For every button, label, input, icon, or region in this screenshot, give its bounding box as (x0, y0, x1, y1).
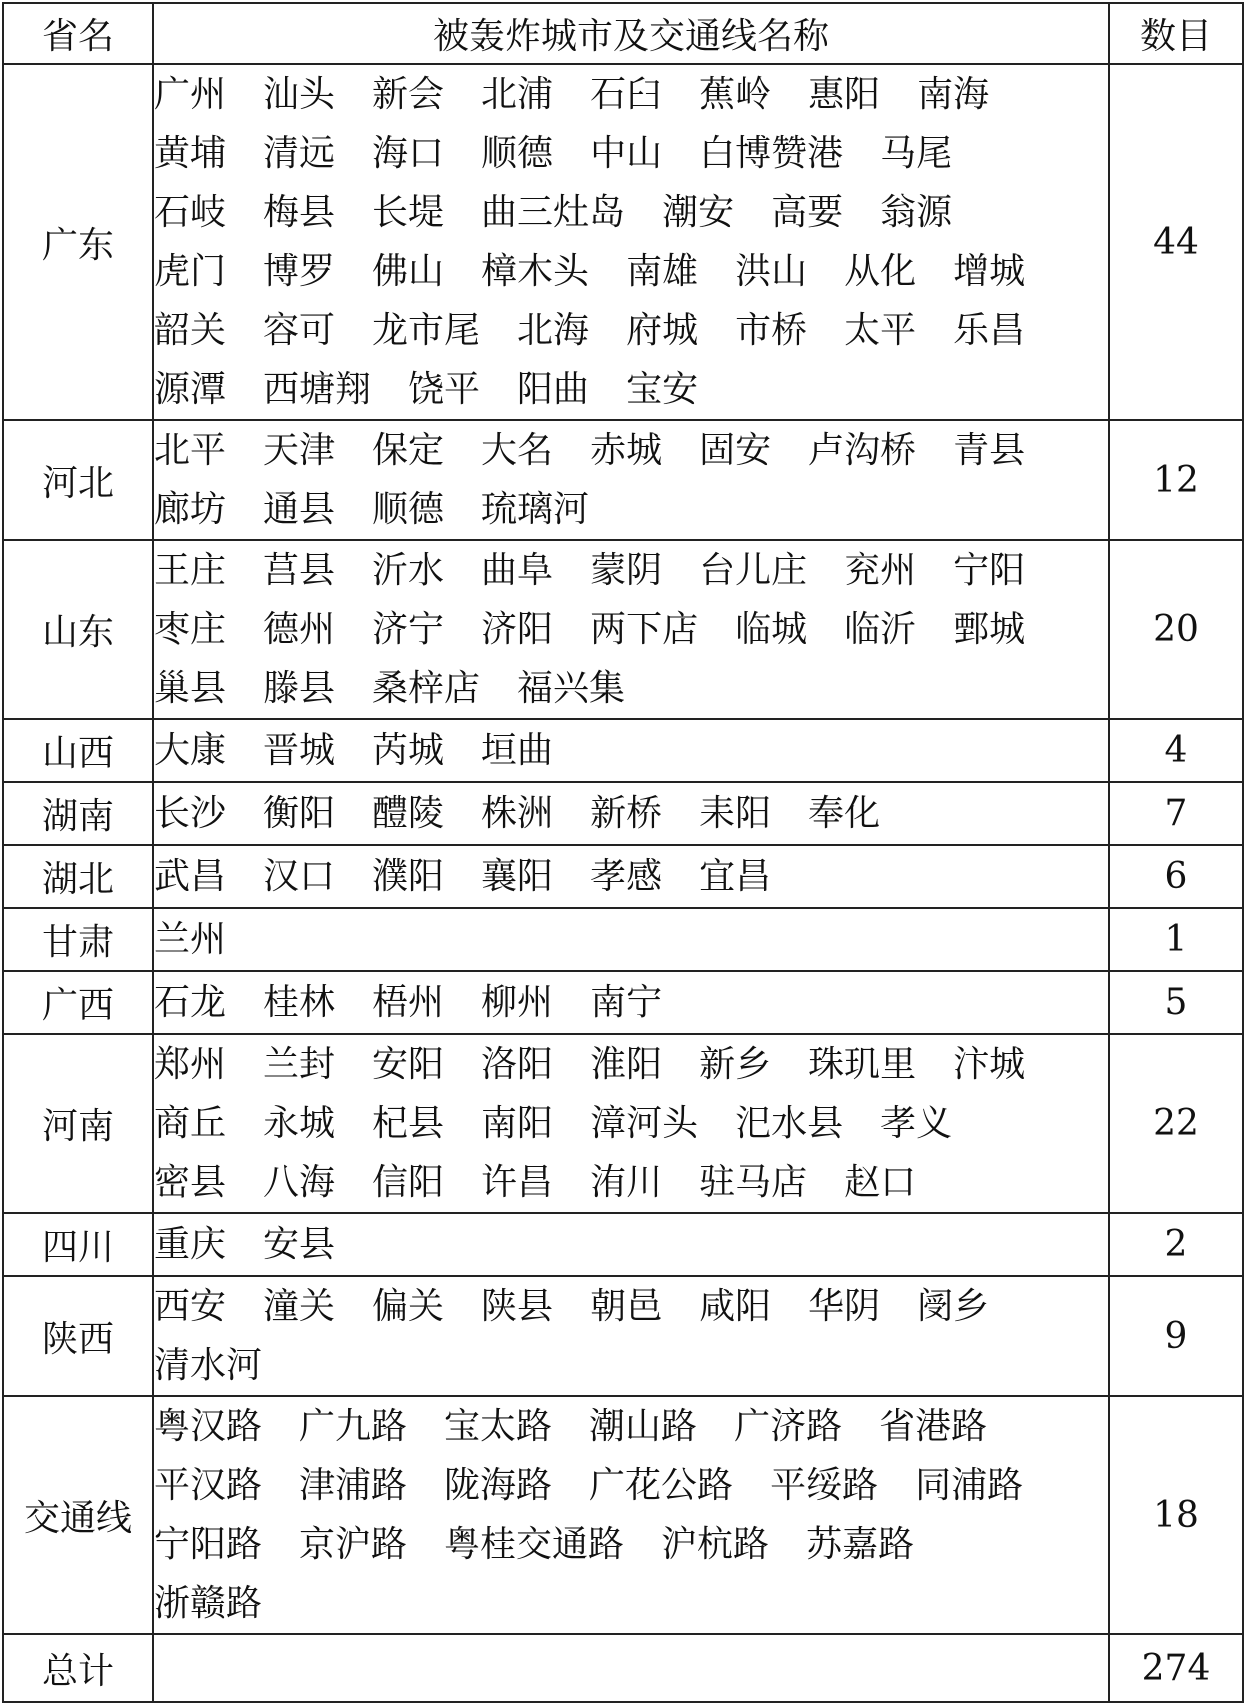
place-name: 翁源 (880, 192, 953, 233)
place-name: 曲三灶岛 (481, 192, 626, 233)
place-name: 宜昌 (699, 856, 772, 897)
place-name: 垣曲 (481, 730, 554, 771)
province-cell: 四川 (3, 1213, 153, 1276)
place-name: 商丘 (154, 1103, 227, 1144)
place-name: 新桥 (590, 793, 663, 834)
place-name: 鄄城 (953, 609, 1026, 650)
table-row (3, 908, 1243, 971)
names-line (154, 659, 1108, 718)
place-name: 济阳 (481, 609, 554, 650)
province-cell: 广东 (3, 64, 153, 420)
place-name: 宁阳 (953, 550, 1026, 591)
place-name: 容可 (263, 310, 336, 351)
place-name: 中山 (590, 133, 663, 174)
place-name: 西塘翔 (263, 369, 372, 410)
place-name: 陇海路 (444, 1465, 553, 1506)
place-name: 珠玑里 (808, 1044, 917, 1085)
names-line (154, 721, 1108, 780)
table-row (3, 971, 1243, 1034)
table-row (3, 64, 1243, 420)
place-name: 咸阳 (699, 1286, 772, 1327)
table-row (3, 719, 1243, 782)
names-line (154, 1094, 1108, 1153)
place-name: 兖州 (844, 550, 917, 591)
count-cell: 2 (1109, 1213, 1243, 1276)
names-cell (153, 845, 1109, 908)
place-name: 濮阳 (372, 856, 445, 897)
place-name: 平汉路 (154, 1465, 263, 1506)
place-name: 惠阳 (808, 74, 881, 115)
names-line (154, 1153, 1108, 1212)
names-line (154, 360, 1108, 419)
place-name: 饶平 (408, 369, 481, 410)
table-row (3, 1396, 1243, 1634)
place-name: 德州 (263, 609, 336, 650)
place-name: 安县 (263, 1224, 336, 1265)
names-cell (153, 540, 1109, 719)
place-name: 市桥 (735, 310, 808, 351)
place-name: 衡阳 (263, 793, 336, 834)
names-cell (153, 782, 1109, 845)
place-name: 汜水县 (735, 1103, 844, 1144)
bombing-table (2, 2, 1244, 1703)
place-name: 蒙阴 (590, 550, 663, 591)
place-name: 高要 (771, 192, 844, 233)
total-label: 总计 (3, 1634, 153, 1702)
names-line (154, 600, 1108, 659)
place-name: 八海 (263, 1162, 336, 1203)
place-name: 黄埔 (154, 133, 227, 174)
place-name: 津浦路 (299, 1465, 408, 1506)
place-name: 北浦 (481, 74, 554, 115)
place-name: 莒县 (263, 550, 336, 591)
place-name: 太平 (844, 310, 917, 351)
place-name: 孝义 (880, 1103, 953, 1144)
place-name: 桂林 (263, 982, 336, 1023)
place-name: 杞县 (372, 1103, 445, 1144)
place-name: 朝邑 (590, 1286, 663, 1327)
header-names: 被轰炸城市及交通线名称 (153, 3, 1109, 64)
place-name: 信阳 (372, 1162, 445, 1203)
province-cell: 陕西 (3, 1276, 153, 1396)
place-name: 北海 (517, 310, 590, 351)
place-name: 石臼 (590, 74, 663, 115)
names-cell (153, 971, 1109, 1034)
place-name: 华阴 (808, 1286, 881, 1327)
place-name: 大名 (481, 430, 554, 471)
table-row (3, 845, 1243, 908)
place-name: 赵口 (844, 1162, 917, 1203)
count-cell: 6 (1109, 845, 1243, 908)
names-line (154, 1456, 1108, 1515)
place-name: 曲阜 (481, 550, 554, 591)
place-name: 洧川 (590, 1162, 663, 1203)
table-row (3, 1034, 1243, 1213)
names-cell (153, 64, 1109, 420)
place-name: 奉化 (808, 793, 881, 834)
place-name: 天津 (263, 430, 336, 471)
place-name: 乐昌 (953, 310, 1026, 351)
place-name: 密县 (154, 1162, 227, 1203)
place-name: 廊坊 (154, 489, 227, 530)
place-name: 海口 (372, 133, 445, 174)
names-line (154, 421, 1108, 480)
place-name: 大康 (154, 730, 227, 771)
place-name: 潮山路 (589, 1406, 698, 1447)
count-cell: 4 (1109, 719, 1243, 782)
place-name: 宝安 (626, 369, 699, 410)
place-name: 广花公路 (589, 1465, 734, 1506)
place-name: 柳州 (481, 982, 554, 1023)
place-name: 洪山 (735, 251, 808, 292)
names-cell (153, 908, 1109, 971)
province-cell: 山东 (3, 540, 153, 719)
place-name: 济宁 (372, 609, 445, 650)
place-name: 王庄 (154, 550, 227, 591)
place-name: 石岐 (154, 192, 227, 233)
place-name: 宁阳路 (154, 1524, 263, 1565)
names-line (154, 1574, 1108, 1633)
place-name: 临沂 (844, 609, 917, 650)
names-line (154, 1336, 1108, 1395)
place-name: 顺德 (481, 133, 554, 174)
place-name: 樟木头 (481, 251, 590, 292)
place-name: 株洲 (481, 793, 554, 834)
place-name: 长沙 (154, 793, 227, 834)
names-cell (153, 1213, 1109, 1276)
place-name: 永城 (263, 1103, 336, 1144)
place-name: 西安 (154, 1286, 227, 1327)
count-cell: 1 (1109, 908, 1243, 971)
place-name: 卢沟桥 (808, 430, 917, 471)
place-name: 琉璃河 (481, 489, 590, 530)
count-cell: 22 (1109, 1034, 1243, 1213)
place-name: 浙赣路 (154, 1583, 263, 1624)
place-name: 新会 (372, 74, 445, 115)
names-line (154, 65, 1108, 124)
place-name: 白博赞港 (699, 133, 844, 174)
total-names-cell (153, 1634, 1109, 1702)
place-name: 韶关 (154, 310, 227, 351)
place-name: 漳河头 (590, 1103, 699, 1144)
place-name: 偏关 (372, 1286, 445, 1327)
place-name: 汴城 (953, 1044, 1026, 1085)
place-name: 省港路 (879, 1406, 988, 1447)
place-name: 南海 (917, 74, 990, 115)
place-name: 孝感 (590, 856, 663, 897)
names-line (154, 242, 1108, 301)
count-cell: 44 (1109, 64, 1243, 420)
province-cell: 河北 (3, 420, 153, 540)
place-name: 北平 (154, 430, 227, 471)
names-cell (153, 1396, 1109, 1634)
province-cell: 湖北 (3, 845, 153, 908)
place-name: 通县 (263, 489, 336, 530)
place-name: 驻马店 (699, 1162, 808, 1203)
place-name: 阳曲 (517, 369, 590, 410)
place-name: 清远 (263, 133, 336, 174)
place-name: 固安 (699, 430, 772, 471)
place-name: 粤桂交通路 (444, 1524, 625, 1565)
place-name: 沂水 (372, 550, 445, 591)
names-cell (153, 1034, 1109, 1213)
place-name: 博罗 (263, 251, 336, 292)
place-name: 广州 (154, 74, 227, 115)
place-name: 福兴集 (517, 668, 626, 709)
province-cell: 河南 (3, 1034, 153, 1213)
count-cell: 18 (1109, 1396, 1243, 1634)
place-name: 顺德 (372, 489, 445, 530)
total-count: 274 (1109, 1634, 1243, 1702)
place-name: 潼关 (263, 1286, 336, 1327)
place-name: 巢县 (154, 668, 227, 709)
place-name: 耒阳 (699, 793, 772, 834)
place-name: 滕县 (263, 668, 336, 709)
province-cell: 广西 (3, 971, 153, 1034)
province-cell: 山西 (3, 719, 153, 782)
table-row (3, 420, 1243, 540)
table-row (3, 1213, 1243, 1276)
place-name: 虎门 (154, 251, 227, 292)
header-province: 省名 (3, 3, 153, 64)
province-cell: 交通线 (3, 1396, 153, 1634)
place-name: 枣庄 (154, 609, 227, 650)
place-name: 同浦路 (915, 1465, 1024, 1506)
place-name: 粤汉路 (154, 1406, 263, 1447)
place-name: 广济路 (734, 1406, 843, 1447)
table-body (3, 64, 1243, 1702)
place-name: 石龙 (154, 982, 227, 1023)
place-name: 增城 (953, 251, 1026, 292)
place-name: 潮安 (662, 192, 735, 233)
count-cell: 7 (1109, 782, 1243, 845)
names-line (154, 910, 1108, 969)
place-name: 平绥路 (770, 1465, 879, 1506)
place-name: 南雄 (626, 251, 699, 292)
place-name: 府城 (626, 310, 699, 351)
names-line (154, 541, 1108, 600)
place-name: 佛山 (372, 251, 445, 292)
place-name: 马尾 (880, 133, 953, 174)
names-line (154, 784, 1108, 843)
place-name: 陕县 (481, 1286, 554, 1327)
place-name: 蕉岭 (699, 74, 772, 115)
place-name: 重庆 (154, 1224, 227, 1265)
count-cell: 9 (1109, 1276, 1243, 1396)
names-cell (153, 1276, 1109, 1396)
place-name: 汉口 (263, 856, 336, 897)
place-name: 洛阳 (481, 1044, 554, 1085)
place-name: 汕头 (263, 74, 336, 115)
place-name: 两下店 (590, 609, 699, 650)
place-name: 郑州 (154, 1044, 227, 1085)
place-name: 武昌 (154, 856, 227, 897)
count-cell: 12 (1109, 420, 1243, 540)
place-name: 苏嘉路 (806, 1524, 915, 1565)
place-name: 晋城 (263, 730, 336, 771)
header-count: 数目 (1109, 3, 1243, 64)
place-name: 醴陵 (372, 793, 445, 834)
place-name: 兰封 (263, 1044, 336, 1085)
place-name: 桑梓店 (372, 668, 481, 709)
place-name: 梅县 (263, 192, 336, 233)
place-name: 京沪路 (299, 1524, 408, 1565)
place-name: 安阳 (372, 1044, 445, 1085)
names-line (154, 1515, 1108, 1574)
place-name: 龙市尾 (372, 310, 481, 351)
table-row (3, 1276, 1243, 1396)
names-line (154, 1035, 1108, 1094)
total-row (3, 1634, 1243, 1702)
names-cell (153, 719, 1109, 782)
place-name: 保定 (372, 430, 445, 471)
names-line (154, 124, 1108, 183)
place-name: 淮阳 (590, 1044, 663, 1085)
names-line (154, 183, 1108, 242)
place-name: 兰州 (154, 919, 227, 960)
names-line (154, 1277, 1108, 1336)
place-name: 源潭 (154, 369, 227, 410)
names-line (154, 301, 1108, 360)
count-cell: 20 (1109, 540, 1243, 719)
place-name: 临城 (735, 609, 808, 650)
place-name: 梧州 (372, 982, 445, 1023)
place-name: 沪杭路 (661, 1524, 770, 1565)
count-cell: 5 (1109, 971, 1243, 1034)
place-name: 襄阳 (481, 856, 554, 897)
place-name: 从化 (844, 251, 917, 292)
place-name: 长堤 (372, 192, 445, 233)
place-name: 阌乡 (917, 1286, 990, 1327)
place-name: 赤城 (590, 430, 663, 471)
names-line (154, 1215, 1108, 1274)
province-cell: 湖南 (3, 782, 153, 845)
place-name: 南阳 (481, 1103, 554, 1144)
place-name: 许昌 (481, 1162, 554, 1203)
province-cell: 甘肃 (3, 908, 153, 971)
names-cell (153, 420, 1109, 540)
place-name: 新乡 (699, 1044, 772, 1085)
names-line (154, 1397, 1108, 1456)
place-name: 广九路 (299, 1406, 408, 1447)
table-row (3, 782, 1243, 845)
place-name: 青县 (953, 430, 1026, 471)
place-name: 清水河 (154, 1345, 263, 1386)
names-line (154, 847, 1108, 906)
table-row (3, 540, 1243, 719)
names-line (154, 480, 1108, 539)
place-name: 台儿庄 (699, 550, 808, 591)
place-name: 宝太路 (444, 1406, 553, 1447)
place-name: 南宁 (590, 982, 663, 1023)
header-row (3, 3, 1243, 64)
names-line (154, 973, 1108, 1032)
place-name: 芮城 (372, 730, 445, 771)
